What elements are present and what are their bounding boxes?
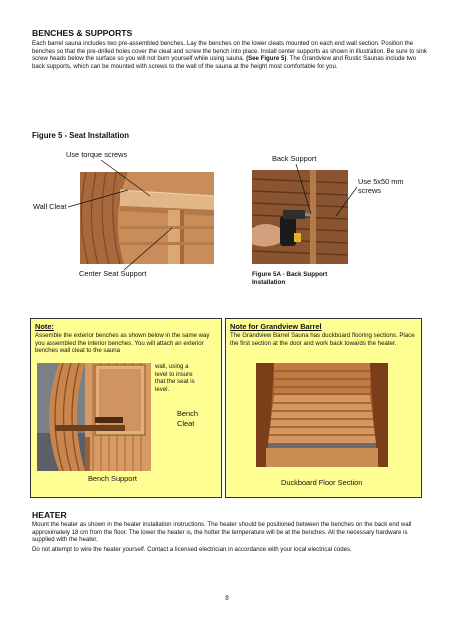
grandview-title: Note for Grandview Barrel <box>230 322 322 331</box>
label-center-seat-support: Center Seat Support <box>79 269 147 278</box>
figure-ref: (See Figure 5) <box>246 55 287 63</box>
exterior-bench-photo <box>37 363 151 471</box>
label-bench: Bench <box>177 409 198 418</box>
heater-heading: HEATER <box>32 510 67 520</box>
label-bench-support: Bench Support <box>88 474 137 483</box>
note-body-1: Assemble the exterior benches as shown below in the same way you assembled the interior benches. You will attach an exterior benches wall cleat to the sauna <box>35 332 210 355</box>
grandview-note-box <box>225 318 422 498</box>
label-wall-cleat: Wall Cleat <box>33 202 67 211</box>
grandview-body: The Grandview Barrel Sauna has duckboard flooring sections. Place the first section at the door and work back towards the heater. <box>230 332 415 347</box>
benches-body-a: Each barrel sauna includes two pre-assembled benches. Lay the benches on the lower cleats mounted on each end wall section. Position the benches so that the pre-drilled holes cover the cleat and screw the bench into place. Install center supports as shown in illustration. Be sure to sink screw heads below the surface so you will not burn yourself while using sauna. <box>32 40 427 63</box>
label-screws-line-2: screws <box>358 186 381 195</box>
heater-body-1: Mount the heater as shown in the heater installation instructions. The heater should be positioned between the benches on the back end wall approximately 18 cm from the floor. The lower the heater is, the hotter the temperature will be at the benches. All the necessary hardware is supplied with the heater. <box>32 521 412 544</box>
heater-body-2: Do not attempt to wire the heater yourself. Contact a licensed electrician in accordance with your local electrical codes. <box>32 546 352 553</box>
figure-5a-caption-line-1: Figure 5A - Back Support <box>252 271 328 278</box>
page-number: 8 <box>225 594 229 602</box>
label-duckboard: Duckboard Floor Section <box>281 478 363 487</box>
figure-5-title: Figure 5 - Seat Installation <box>32 131 130 140</box>
figure-5a-caption-line-2: Installation <box>252 279 286 286</box>
label-cleat: Cleat <box>177 419 195 428</box>
note-box <box>30 318 222 498</box>
note-title: Note: <box>35 322 54 331</box>
duckboard-floor-photo <box>256 363 388 467</box>
benches-heading: BENCHES & SUPPORTS <box>32 28 133 38</box>
benches-body-b: . The Grandview and Rustic Saunas include two back supports, which can be mounted with screws to the wall of the sauna at the height most comfortable for you. <box>32 55 416 70</box>
label-torque-screws: Use torque screws <box>66 150 128 159</box>
label-back-support: Back Support <box>272 154 317 163</box>
label-screws-line-1: Use 5x50 mm <box>358 177 404 186</box>
note-body-2: wall, using a level to insure that the seat is level. <box>155 363 195 393</box>
